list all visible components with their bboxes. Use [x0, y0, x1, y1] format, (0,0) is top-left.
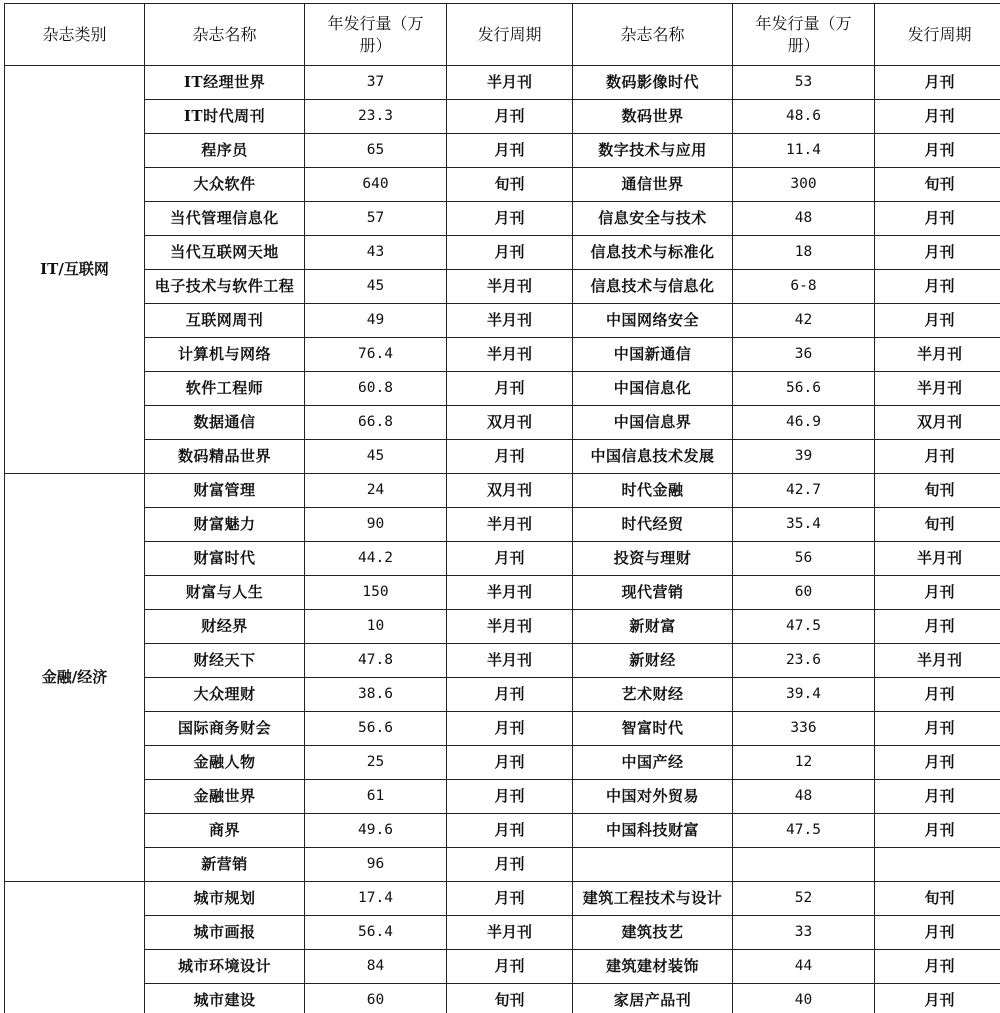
issue-period-cell: 月刊 [447, 814, 573, 848]
annual-circulation-cell: 17.4 [305, 882, 447, 916]
magazine-name-cell: 金融世界 [145, 780, 305, 814]
magazine-name-cell: 财经天下 [145, 644, 305, 678]
magazine-name-cell: IT时代周刊 [145, 100, 305, 134]
annual-circulation-cell: 45 [305, 440, 447, 474]
magazine-name-2-cell: 中国对外贸易 [573, 780, 733, 814]
issue-period-2-cell: 旬刊 [875, 168, 1000, 202]
issue-period-2-cell: 半月刊 [875, 372, 1000, 406]
annual-circulation-cell: 24 [305, 474, 447, 508]
issue-period-2-cell: 月刊 [875, 576, 1000, 610]
header-annual-circulation-text: 年发行量（万册） [317, 13, 435, 57]
magazine-name-2-cell: 数码世界 [573, 100, 733, 134]
annual-circulation-2-cell: 35.4 [733, 508, 875, 542]
magazine-name-cell: 计算机与网络 [145, 338, 305, 372]
magazine-name-2-cell: 投资与理财 [573, 542, 733, 576]
magazine-name-cell: 财经界 [145, 610, 305, 644]
header-magazine-name-2: 杂志名称 [573, 4, 733, 66]
annual-circulation-2-cell: 12 [733, 746, 875, 780]
magazine-name-cell: 财富与人生 [145, 576, 305, 610]
annual-circulation-2-cell: 53 [733, 66, 875, 100]
magazine-name-2-cell: 中国信息技术发展 [573, 440, 733, 474]
magazine-table-sheet [4, 3, 1000, 1013]
annual-circulation-cell: 150 [305, 576, 447, 610]
issue-period-2-cell: 月刊 [875, 678, 1000, 712]
annual-circulation-cell: 49.6 [305, 814, 447, 848]
table-row [5, 168, 1000, 202]
annual-circulation-2-cell: 60 [733, 576, 875, 610]
table-row [5, 916, 1000, 950]
annual-circulation-cell: 49 [305, 304, 447, 338]
table-row [5, 406, 1000, 440]
annual-circulation-cell: 37 [305, 66, 447, 100]
category-cell [5, 882, 145, 1013]
annual-circulation-2-cell: 48 [733, 202, 875, 236]
magazine-name-2-cell: 现代营销 [573, 576, 733, 610]
annual-circulation-cell: 60 [305, 984, 447, 1013]
magazine-name-cell: 程序员 [145, 134, 305, 168]
table-row [5, 950, 1000, 984]
issue-period-2-cell: 月刊 [875, 610, 1000, 644]
issue-period-cell: 月刊 [447, 848, 573, 882]
issue-period-cell: 半月刊 [447, 66, 573, 100]
category-cell: 金融/经济 [5, 474, 145, 882]
header-period-2: 发行周期 [875, 4, 1000, 66]
magazine-name-2-cell: 中国产经 [573, 746, 733, 780]
magazine-name-2-cell: 信息技术与标准化 [573, 236, 733, 270]
magazine-name-cell: 城市规划 [145, 882, 305, 916]
annual-circulation-2-cell: 33 [733, 916, 875, 950]
annual-circulation-cell: 84 [305, 950, 447, 984]
issue-period-cell: 月刊 [447, 202, 573, 236]
magazine-name-2-cell: 通信世界 [573, 168, 733, 202]
table-row [5, 236, 1000, 270]
annual-circulation-cell: 96 [305, 848, 447, 882]
table-body [5, 66, 1000, 1013]
issue-period-cell: 半月刊 [447, 916, 573, 950]
issue-period-cell: 月刊 [447, 950, 573, 984]
magazine-name-cell: 软件工程师 [145, 372, 305, 406]
issue-period-2-cell: 月刊 [875, 916, 1000, 950]
issue-period-2-cell: 月刊 [875, 270, 1000, 304]
magazine-name-2-cell: 信息安全与技术 [573, 202, 733, 236]
table-row [5, 508, 1000, 542]
magazine-name-2-cell: 艺术财经 [573, 678, 733, 712]
magazine-name-2-cell: 建筑建材装饰 [573, 950, 733, 984]
annual-circulation-2-cell: 42 [733, 304, 875, 338]
issue-period-2-cell: 月刊 [875, 440, 1000, 474]
issue-period-cell: 月刊 [447, 440, 573, 474]
issue-period-cell: 半月刊 [447, 270, 573, 304]
table-row [5, 304, 1000, 338]
annual-circulation-2-cell: 18 [733, 236, 875, 270]
issue-period-cell: 月刊 [447, 542, 573, 576]
issue-period-cell: 月刊 [447, 780, 573, 814]
annual-circulation-cell: 56.6 [305, 712, 447, 746]
table-row [5, 66, 1000, 100]
issue-period-2-cell: 半月刊 [875, 542, 1000, 576]
magazine-name-2-cell: 建筑技艺 [573, 916, 733, 950]
table-row [5, 576, 1000, 610]
issue-period-2-cell: 月刊 [875, 746, 1000, 780]
issue-period-cell: 月刊 [447, 746, 573, 780]
magazine-name-2-cell: 时代金融 [573, 474, 733, 508]
magazine-name-cell: IT经理世界 [145, 66, 305, 100]
magazine-name-2-cell: 新财富 [573, 610, 733, 644]
magazine-name-2-cell: 中国科技财富 [573, 814, 733, 848]
issue-period-cell: 半月刊 [447, 304, 573, 338]
magazine-name-2-cell: 建筑工程技术与设计 [573, 882, 733, 916]
issue-period-2-cell: 月刊 [875, 304, 1000, 338]
header-row [5, 4, 1000, 66]
magazine-name-cell: 城市画报 [145, 916, 305, 950]
magazine-name-cell: 财富管理 [145, 474, 305, 508]
issue-period-cell: 月刊 [447, 100, 573, 134]
annual-circulation-2-cell: 39.4 [733, 678, 875, 712]
table-row [5, 712, 1000, 746]
magazine-name-cell: 城市建设 [145, 984, 305, 1013]
issue-period-cell: 月刊 [447, 678, 573, 712]
issue-period-2-cell: 月刊 [875, 814, 1000, 848]
annual-circulation-2-cell: 11.4 [733, 134, 875, 168]
magazine-name-2-cell: 数字技术与应用 [573, 134, 733, 168]
table-row [5, 780, 1000, 814]
annual-circulation-2-cell: 46.9 [733, 406, 875, 440]
table-row [5, 270, 1000, 304]
annual-circulation-cell: 25 [305, 746, 447, 780]
table-row [5, 746, 1000, 780]
issue-period-cell: 半月刊 [447, 610, 573, 644]
issue-period-2-cell: 旬刊 [875, 882, 1000, 916]
table-row [5, 202, 1000, 236]
issue-period-cell: 旬刊 [447, 168, 573, 202]
annual-circulation-cell: 10 [305, 610, 447, 644]
issue-period-cell: 半月刊 [447, 338, 573, 372]
magazine-name-2-cell [573, 848, 733, 882]
magazine-name-2-cell: 新财经 [573, 644, 733, 678]
magazine-name-cell: 国际商务财会 [145, 712, 305, 746]
annual-circulation-cell: 56.4 [305, 916, 447, 950]
header-category: 杂志类别 [5, 4, 145, 66]
issue-period-cell: 半月刊 [447, 644, 573, 678]
table-row [5, 814, 1000, 848]
annual-circulation-cell: 38.6 [305, 678, 447, 712]
magazine-name-2-cell: 信息技术与信息化 [573, 270, 733, 304]
table-row [5, 542, 1000, 576]
annual-circulation-cell: 65 [305, 134, 447, 168]
annual-circulation-cell: 23.3 [305, 100, 447, 134]
magazine-name-cell: 大众理财 [145, 678, 305, 712]
table-row [5, 474, 1000, 508]
annual-circulation-2-cell: 48 [733, 780, 875, 814]
category-cell: IT/互联网 [5, 66, 145, 474]
annual-circulation-cell: 61 [305, 780, 447, 814]
issue-period-2-cell [875, 848, 1000, 882]
annual-circulation-2-cell: 42.7 [733, 474, 875, 508]
issue-period-2-cell: 月刊 [875, 202, 1000, 236]
issue-period-cell: 月刊 [447, 882, 573, 916]
issue-period-cell: 双月刊 [447, 406, 573, 440]
magazine-name-cell: 城市环境设计 [145, 950, 305, 984]
header-magazine-name: 杂志名称 [145, 4, 305, 66]
issue-period-2-cell: 月刊 [875, 780, 1000, 814]
magazine-name-2-cell: 家居产品刊 [573, 984, 733, 1013]
issue-period-2-cell: 月刊 [875, 950, 1000, 984]
issue-period-cell: 月刊 [447, 134, 573, 168]
issue-period-cell: 半月刊 [447, 508, 573, 542]
annual-circulation-2-cell: 36 [733, 338, 875, 372]
magazine-name-cell: 互联网周刊 [145, 304, 305, 338]
issue-period-cell: 旬刊 [447, 984, 573, 1013]
annual-circulation-cell: 47.8 [305, 644, 447, 678]
magazine-name-cell: 财富时代 [145, 542, 305, 576]
header-annual-circulation-2 [733, 4, 875, 66]
issue-period-2-cell: 月刊 [875, 134, 1000, 168]
issue-period-cell: 月刊 [447, 712, 573, 746]
magazine-name-2-cell: 中国网络安全 [573, 304, 733, 338]
annual-circulation-cell: 45 [305, 270, 447, 304]
issue-period-2-cell: 月刊 [875, 712, 1000, 746]
annual-circulation-2-cell: 300 [733, 168, 875, 202]
table-row [5, 882, 1000, 916]
annual-circulation-cell: 44.2 [305, 542, 447, 576]
annual-circulation-2-cell: 44 [733, 950, 875, 984]
table-row [5, 678, 1000, 712]
annual-circulation-2-cell: 47.5 [733, 610, 875, 644]
magazine-table [4, 3, 1000, 1013]
annual-circulation-cell: 43 [305, 236, 447, 270]
magazine-name-cell: 数据通信 [145, 406, 305, 440]
annual-circulation-2-cell: 48.6 [733, 100, 875, 134]
magazine-name-cell: 大众软件 [145, 168, 305, 202]
table-row [5, 440, 1000, 474]
annual-circulation-2-cell: 6-8 [733, 270, 875, 304]
magazine-name-cell: 电子技术与软件工程 [145, 270, 305, 304]
annual-circulation-2-cell: 336 [733, 712, 875, 746]
annual-circulation-2-cell: 39 [733, 440, 875, 474]
issue-period-2-cell: 月刊 [875, 66, 1000, 100]
issue-period-2-cell: 月刊 [875, 236, 1000, 270]
issue-period-cell: 月刊 [447, 236, 573, 270]
issue-period-2-cell: 双月刊 [875, 406, 1000, 440]
header-annual-circulation [305, 4, 447, 66]
table-row [5, 848, 1000, 882]
table-row [5, 372, 1000, 406]
magazine-name-2-cell: 数码影像时代 [573, 66, 733, 100]
annual-circulation-2-cell: 56.6 [733, 372, 875, 406]
annual-circulation-cell: 66.8 [305, 406, 447, 440]
magazine-name-cell: 当代互联网天地 [145, 236, 305, 270]
issue-period-cell: 半月刊 [447, 576, 573, 610]
magazine-name-cell: 当代管理信息化 [145, 202, 305, 236]
annual-circulation-2-cell: 40 [733, 984, 875, 1013]
annual-circulation-cell: 90 [305, 508, 447, 542]
magazine-name-2-cell: 智富时代 [573, 712, 733, 746]
table-row [5, 338, 1000, 372]
annual-circulation-2-cell: 52 [733, 882, 875, 916]
magazine-name-cell: 数码精品世界 [145, 440, 305, 474]
issue-period-2-cell: 旬刊 [875, 508, 1000, 542]
issue-period-2-cell: 半月刊 [875, 644, 1000, 678]
table-row [5, 644, 1000, 678]
issue-period-2-cell: 月刊 [875, 984, 1000, 1013]
issue-period-2-cell: 半月刊 [875, 338, 1000, 372]
issue-period-cell: 月刊 [447, 372, 573, 406]
magazine-name-2-cell: 中国信息化 [573, 372, 733, 406]
table-row [5, 134, 1000, 168]
header-period: 发行周期 [447, 4, 573, 66]
magazine-name-2-cell: 时代经贸 [573, 508, 733, 542]
annual-circulation-cell: 76.4 [305, 338, 447, 372]
issue-period-2-cell: 月刊 [875, 100, 1000, 134]
magazine-name-2-cell: 中国新通信 [573, 338, 733, 372]
annual-circulation-cell: 640 [305, 168, 447, 202]
magazine-name-2-cell: 中国信息界 [573, 406, 733, 440]
annual-circulation-2-cell: 56 [733, 542, 875, 576]
annual-circulation-2-cell: 47.5 [733, 814, 875, 848]
annual-circulation-cell: 60.8 [305, 372, 447, 406]
annual-circulation-2-cell: 23.6 [733, 644, 875, 678]
magazine-name-cell: 新营销 [145, 848, 305, 882]
magazine-name-cell: 财富魅力 [145, 508, 305, 542]
issue-period-2-cell: 旬刊 [875, 474, 1000, 508]
annual-circulation-2-cell [733, 848, 875, 882]
issue-period-cell: 双月刊 [447, 474, 573, 508]
magazine-name-cell: 金融人物 [145, 746, 305, 780]
table-row [5, 984, 1000, 1013]
table-row [5, 100, 1000, 134]
annual-circulation-cell: 57 [305, 202, 447, 236]
magazine-name-cell: 商界 [145, 814, 305, 848]
header-annual-circulation-2-text: 年发行量（万册） [745, 13, 863, 57]
table-row [5, 610, 1000, 644]
